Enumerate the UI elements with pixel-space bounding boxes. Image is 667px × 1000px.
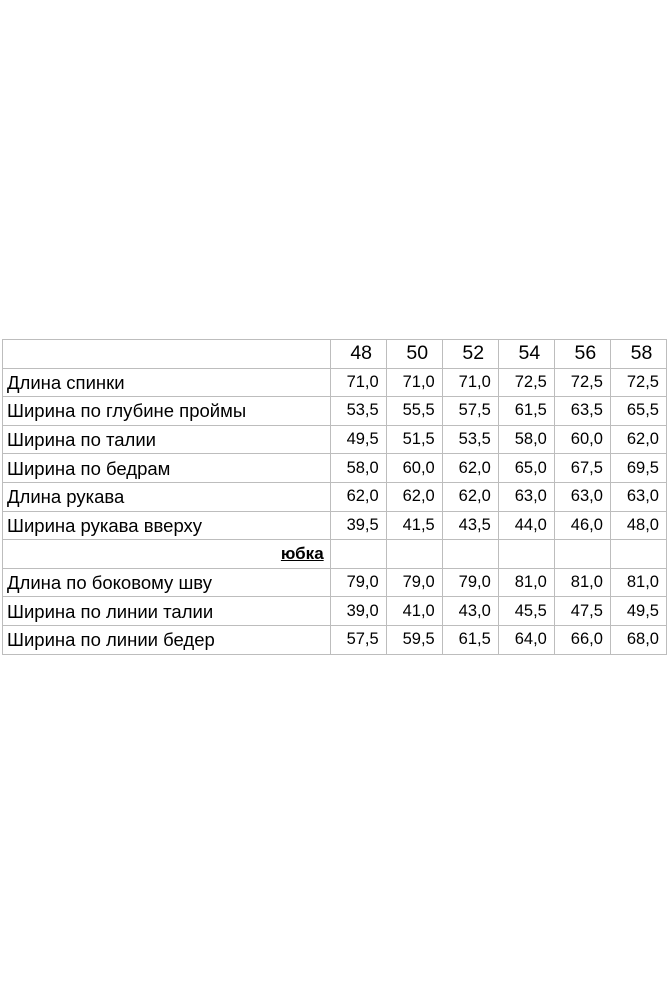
measurement-value: 57,5 — [442, 397, 498, 426]
measurement-value: 49,5 — [610, 597, 666, 626]
measurement-row — [3, 625, 667, 654]
empty-cell — [610, 540, 666, 569]
measurement-value: 45,5 — [498, 597, 554, 626]
section-heading: юбка — [3, 540, 331, 569]
measurement-value: 67,5 — [554, 454, 610, 483]
measurement-value: 57,5 — [330, 625, 386, 654]
empty-cell — [498, 540, 554, 569]
measurement-value: 71,0 — [442, 368, 498, 397]
measurement-value: 62,0 — [330, 482, 386, 511]
measurement-value: 71,0 — [330, 368, 386, 397]
skirt-section-row — [3, 540, 667, 569]
measurement-value: 63,0 — [498, 482, 554, 511]
measurement-value: 41,5 — [386, 511, 442, 540]
measurement-value: 65,0 — [498, 454, 554, 483]
measurement-value: 55,5 — [386, 397, 442, 426]
measurement-value: 58,0 — [330, 454, 386, 483]
measurement-value: 62,0 — [442, 454, 498, 483]
size-header-row — [3, 340, 667, 369]
measurement-value: 58,0 — [498, 425, 554, 454]
measurement-value: 72,5 — [498, 368, 554, 397]
measurement-value: 43,0 — [442, 597, 498, 626]
measurement-label: Ширина по линии бедер — [3, 625, 331, 654]
measurement-value: 41,0 — [386, 597, 442, 626]
measurement-value: 39,5 — [330, 511, 386, 540]
measurement-value: 66,0 — [554, 625, 610, 654]
measurement-label: Ширина по бедрам — [3, 454, 331, 483]
size-header-cell: 56 — [554, 340, 610, 369]
measurement-row — [3, 368, 667, 397]
measurement-value: 63,0 — [610, 482, 666, 511]
empty-cell — [386, 540, 442, 569]
measurement-value: 68,0 — [610, 625, 666, 654]
measurement-row — [3, 397, 667, 426]
measurement-label: Ширина рукава вверху — [3, 511, 331, 540]
measurement-value: 65,5 — [610, 397, 666, 426]
measurement-value: 72,5 — [610, 368, 666, 397]
measurement-value: 44,0 — [498, 511, 554, 540]
empty-cell — [554, 540, 610, 569]
measurement-value: 43,5 — [442, 511, 498, 540]
empty-cell — [442, 540, 498, 569]
size-header-cell: 52 — [442, 340, 498, 369]
measurement-value: 81,0 — [554, 568, 610, 597]
measurement-value: 47,5 — [554, 597, 610, 626]
measurement-value: 39,0 — [330, 597, 386, 626]
measurement-row — [3, 482, 667, 511]
size-header-cell: 48 — [330, 340, 386, 369]
measurement-value: 81,0 — [498, 568, 554, 597]
measurement-row — [3, 568, 667, 597]
measurement-value: 62,0 — [610, 425, 666, 454]
measurement-row — [3, 597, 667, 626]
size-header-cell: 50 — [386, 340, 442, 369]
size-chart-table — [2, 339, 667, 655]
measurement-row — [3, 454, 667, 483]
measurement-value: 59,5 — [386, 625, 442, 654]
header-label-cell — [3, 340, 331, 369]
size-header-cell: 54 — [498, 340, 554, 369]
measurement-value: 72,5 — [554, 368, 610, 397]
measurement-value: 71,0 — [386, 368, 442, 397]
measurement-row — [3, 511, 667, 540]
measurement-value: 81,0 — [610, 568, 666, 597]
measurement-row — [3, 425, 667, 454]
measurement-value: 63,5 — [554, 397, 610, 426]
measurement-value: 79,0 — [442, 568, 498, 597]
measurement-value: 64,0 — [498, 625, 554, 654]
measurement-value: 53,5 — [442, 425, 498, 454]
size-header-cell: 58 — [610, 340, 666, 369]
measurement-value: 60,0 — [554, 425, 610, 454]
measurement-value: 61,5 — [442, 625, 498, 654]
measurement-value: 61,5 — [498, 397, 554, 426]
measurement-value: 69,5 — [610, 454, 666, 483]
measurement-label: Ширина по глубине проймы — [3, 397, 331, 426]
measurement-value: 62,0 — [442, 482, 498, 511]
measurement-label: Длина спинки — [3, 368, 331, 397]
measurement-value: 62,0 — [386, 482, 442, 511]
measurement-value: 48,0 — [610, 511, 666, 540]
size-chart-body — [3, 340, 667, 655]
measurement-label: Ширина по линии талии — [3, 597, 331, 626]
measurement-value: 63,0 — [554, 482, 610, 511]
measurement-label: Длина рукава — [3, 482, 331, 511]
measurement-value: 60,0 — [386, 454, 442, 483]
measurement-value: 49,5 — [330, 425, 386, 454]
measurement-value: 46,0 — [554, 511, 610, 540]
empty-cell — [330, 540, 386, 569]
measurement-value: 79,0 — [330, 568, 386, 597]
measurement-label: Ширина по талии — [3, 425, 331, 454]
measurement-value: 53,5 — [330, 397, 386, 426]
measurement-value: 51,5 — [386, 425, 442, 454]
measurement-label: Длина по боковому шву — [3, 568, 331, 597]
measurement-value: 79,0 — [386, 568, 442, 597]
